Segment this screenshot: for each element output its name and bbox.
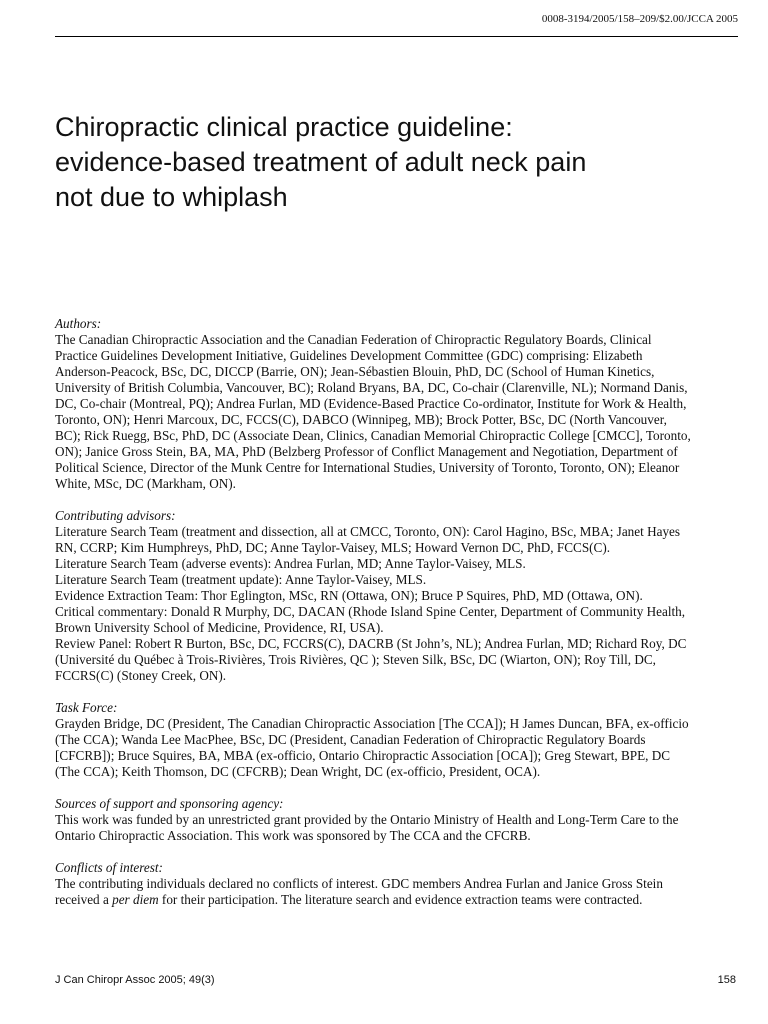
authors-line: Toronto, ON); Henri Marcoux, DC, FCCS(C), DABCO (Winnipeg, MB); Brock Potter, BSc, DC (North Vancouver, xyxy=(55,412,667,427)
authors-heading: Authors: xyxy=(55,316,102,331)
page-number: 158 xyxy=(717,974,736,986)
authors-line: Practice Guidelines Development Initiative, Guidelines Development Committee (GDC) comprising: Elizabeth xyxy=(55,348,643,363)
authors-line: BC); Rick Ruegg, BSc, PhD, DC (Associate Dean, Clinics, Canadian Memorial Chiropractic College [CMCC], Toronto, xyxy=(55,428,691,443)
task-force-line: [CFCRB]); Bruce Squires, BA, MBA (ex-officio, Ontario Chiropractic Association [OCA]); Greg Stewart, BPE, DC xyxy=(55,748,671,763)
support-line: Ontario Chiropractic Association. This work was sponsored by The CCA and the CFCRB. xyxy=(55,828,531,843)
authors-line: Political Science, Director of the Munk Centre for International Studies, University of Toronto, Toronto, ON); Eleanor xyxy=(55,460,680,475)
advisors-line: FCCRS(C) (Stoney Creek, ON). xyxy=(55,668,227,683)
advisors-heading: Contributing advisors: xyxy=(55,508,176,523)
authors-line: White, MSc, DC (Markham, ON). xyxy=(55,476,236,491)
support-section xyxy=(55,796,745,844)
authors-section xyxy=(55,316,745,492)
task-force-line: Grayden Bridge, DC (President, The Canadian Chiropractic Association [The CCA]); H James Duncan, BFA, ex-officio xyxy=(55,716,689,731)
advisors-line: RN, CCRP; Kim Humphreys, PhD, DC; Anne Taylor-Vaisey, MLS; Howard Vernon DC, PhD, FCCS(C). xyxy=(55,540,611,555)
advisors-line: Review Panel: Robert R Burton, BSc, DC, FCCRS(C), DACRB (St John’s, NL); Andrea Furlan, MD; Richard Roy, DC xyxy=(55,636,687,651)
advisors-line: Literature Search Team (adverse events): Andrea Furlan, MD; Anne Taylor-Vaisey, MLS. xyxy=(55,556,526,571)
advisors-line: Brown University School of Medicine, Providence, RI, USA). xyxy=(55,620,384,635)
task-force-section xyxy=(55,700,745,780)
support-line: This work was funded by an unrestricted grant provided by the Ontario Ministry of Health and Long-Term Care to the xyxy=(55,812,679,827)
conflicts-section xyxy=(55,860,745,908)
conflicts-line: The contributing individuals declared no conflicts of interest. GDC members Andrea Furlan and Janice Gross Stein xyxy=(55,876,663,891)
task-force-line: (The CCA); Keith Thomson, DC (CFCRB); Dean Wright, DC (ex-officio, President, OCA). xyxy=(55,764,541,779)
conflicts-text: received a xyxy=(55,892,113,907)
authors-line: The Canadian Chiropractic Association and the Canadian Federation of Chiropractic Regulatory Boards, Clinical xyxy=(55,332,652,347)
doi-code: 0008-3194/2005/158–209/$2.00/JCCA 2005 xyxy=(541,13,738,25)
title-line: evidence-based treatment of adult neck pain xyxy=(55,147,587,177)
support-heading: Sources of support and sponsoring agency: xyxy=(55,796,284,811)
advisors-line: (Université du Québec à Trois-Rivières, Trois Rivières, QC ); Steven Silk, BSc, DC (Wiarton, ON); Roy Till, DC, xyxy=(55,652,656,667)
authors-line: DC, Co-chair (Montreal, PQ); Andrea Furlan, MD (Evidence-Based Practice Co-ordinator, Institute for Work & Health, xyxy=(55,396,687,411)
task-force-heading: Task Force: xyxy=(55,700,118,715)
advisors-line: Literature Search Team (treatment update): Anne Taylor-Vaisey, MLS. xyxy=(55,572,427,587)
advisors-line: Critical commentary: Donald R Murphy, DC, DACAN (Rhode Island Spine Center, Department of Community Health, xyxy=(55,604,686,619)
conflicts-heading: Conflicts of interest: xyxy=(55,860,163,875)
authors-line: ON); Janice Gross Stein, BA, MA, PhD (Belzberg Professor of Conflict Management and Negotiation, Department of xyxy=(55,444,678,459)
article-title xyxy=(55,110,735,215)
title-line: not due to whiplash xyxy=(55,182,288,212)
title-line: Chiropractic clinical practice guideline: xyxy=(55,112,513,142)
advisors-line: Evidence Extraction Team: Thor Eglington, MSc, RN (Ottawa, ON); Bruce P Squires, PhD, MD (Ottawa, ON). xyxy=(55,588,643,603)
journal-citation: J Can Chiropr Assoc 2005; 49(3) xyxy=(55,974,215,986)
authors-line: Anderson-Peacock, BSc, DC, DICCP (Barrie, ON); Jean-Sébastien Blouin, PhD, DC (School of Human Kinetics, xyxy=(55,364,655,379)
conflicts-text: for their participation. The literature search and evidence extraction teams were contracted. xyxy=(158,892,643,907)
advisors-section xyxy=(55,508,745,684)
advisors-line: Literature Search Team (treatment and dissection, all at CMCC, Toronto, ON): Carol Hagino, BSc, MBA; Janet Hayes xyxy=(55,524,681,539)
conflicts-line xyxy=(55,892,745,908)
per-diem-emphasis: per diem xyxy=(112,892,159,907)
task-force-line: (The CCA); Wanda Lee MacPhee, BSc, DC (President, Canadian Federation of Chiropractic Regulatory Boards xyxy=(55,732,646,747)
front-matter xyxy=(55,316,745,924)
authors-line: University of British Columbia, Vancouver, BC); Roland Bryans, BA, DC, Co-chair (Clarenville, NL); Normand Danis, xyxy=(55,380,688,395)
header-rule xyxy=(55,36,738,37)
